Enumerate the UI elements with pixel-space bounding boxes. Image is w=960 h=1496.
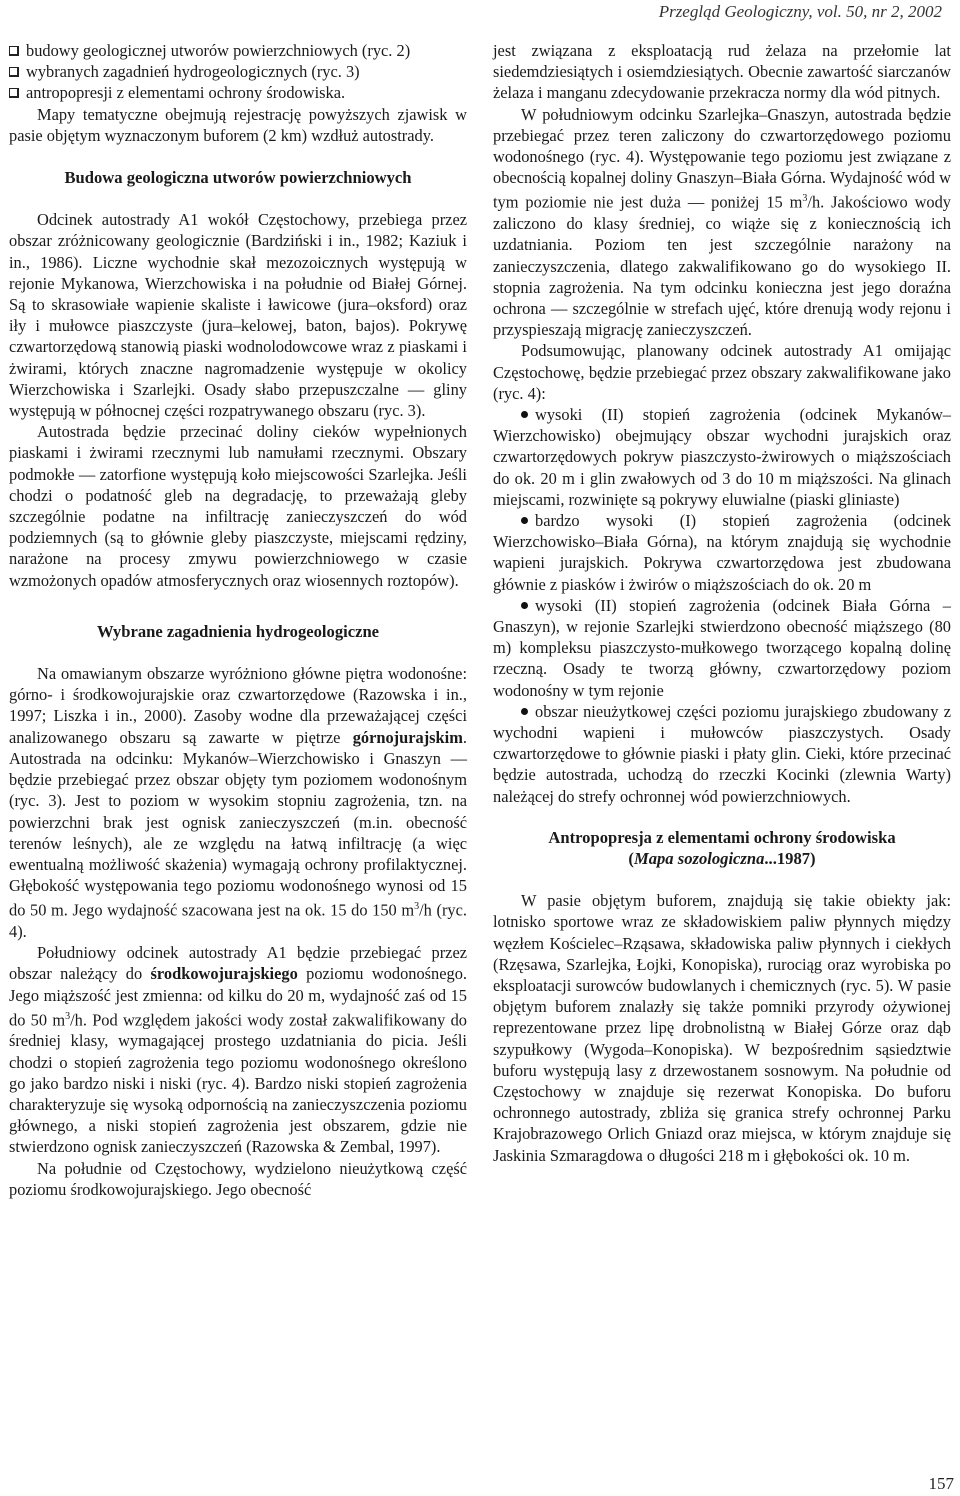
section-heading-hydrogeology: Wybrane zagadnienia hydrogeologiczne [96,621,380,641]
bullet-icon [521,602,528,609]
paragraph: Na południe od Częstochowy, wydzielono nieużytkową część poziomu środkowojurajskiego. Jego obecność [9,1158,467,1199]
journal-header: Przegląd Geologiczny, vol. 50, nr 2, 2002 [658,2,942,21]
paragraph: Podsumowując, planowany odcinek autostrady A1 omijając Częstochowę, będzie przebiegać przez obszary zakwalifikowane jako (ryc. 4): [493,341,951,403]
intro-paragraph: Mapy tematyczne obejmują rejestrację powyższych zjawisk w pasie objętym wyznaczonym buforem (2 km) wzdłuż autostrady. [9,104,467,145]
list-item: budowy geologicznej utworów powierzchniowych (ryc. 2) [9,40,467,61]
paragraph: W pasie objętym buforem, znajdują się takie obiekty jak: lotnisko sportowe wraz ze składowiskiem paliw płynnych między węzłem Kościelec–Rząsawa, składowiska paliw płynnych i ciekłych (Rzęsawa, Szarlejka, Łojki, Konopiska), rurociąg oraz wyrobiska po eksploatacji surowców budowlanych i chemicznych (ryc. 5). W pasie objętym buforem znalazły się także pomniki przyrody ożywionej reprezentowane przez lipę drobnolistną w Białej Górze oraz dąb szypułkowy (Wygoda–Konopiska). W bezpośrednim sąsiedztwie buforu występują lasy z drzewostanem sosnowym. Na południe od Częstochowy w znajduje się rezerwat Konopiska. Do buforu ochronnego autostrady, zbliża się granica strefy ochronnej Parku Krajobrazowego Orlich Gniazd oraz miejsca, w którym znajduje się Jaskinia Szmaragdowa o długości 218 m i głębokości ok. 10 m. [493,891,951,1165]
paragraph: Autostrada będzie przecinać doliny cieków wypełnionych piaskami i żwirami rzecznymi lub namułami rzecznymi. Obszary podmokłe — zatorfione występują koło miejscowości Szarlejka. Jeśli chodzi o podatność gleb na degradację, to przeważają gleby szczególnie podatne na infiltrację zanieczyszczeń do wód podziemnych (są to głównie gleby piaszczyste, miejscami rędziny, narażone na procesy zmywu powierzchniowego w czasie wzmożonych opadów atmosferycznych oraz wiosennych roztopów). [9,422,467,590]
bullet-icon [521,517,528,524]
list-item: obszar nieużytkowej części poziomu jurajskiego zbudowany z wychodni wapieni i mułowców piaszczystych. Osady czwartorzędowe to głównie piaski i płaty glin. Cieki, które przecinać będzie autostrada, uchodzą do rzeczki Kocinki (zlewnia Warty) należącej do strefy ochronnej wód powierzchniowych. [493,701,951,806]
checkbox-bullet-icon [9,88,19,98]
section-heading-anthropopressure: Antropopresja z elementami ochrony środowiska [548,827,896,847]
list-item: wysoki (II) stopień zagrożenia (odcinek Mykanów–Wierzchowisko) obejmujący obszar wychodni jurajskich oraz czwartorzędowych pokryw piaszczysto-żwirowych o miąższościach do ok. 20 m i glin zwałowych od 3 do 10 m miąższości. Na glinach miejscami, rozwinięte są pokrywy eluwialne (piaski gliniaste) [493,404,951,509]
paragraph: jest związana z eksploatacją rud żelaza na przełomie lat siedemdziesiątych i osiemdziesiątych. Obecnie zawartość siarczanów żelaza i manganu zdecydowanie przekracza normy dla wód pitnych. [493,41,951,103]
checkbox-bullet-icon [9,46,19,56]
section-heading-source: (Mapa sozologiczna...1987) [628,848,816,868]
list-item: antropopresji z elementami ochrony środowiska. [9,82,467,103]
left-column [9,40,467,1200]
bullet-icon [521,708,528,715]
checkbox-bullet-icon [9,67,19,77]
list-item: wysoki (II) stopień zagrożenia (odcinek Biała Górna –Gnaszyn), w rejonie Szarlejki stwierdzono obecność miąższego (80 m) kompleksu piaszczysto-mułkowego tworzącego kopalną dolinę rzeczną. Osady te tworzą główny, czwartorzędowy poziom wodonośny w tym rejonie [493,595,951,700]
paragraph: Odcinek autostrady A1 wokół Częstochowy, przebiega przez obszar zróżnicowany geologicznie (Bardziński i in., 1982; Kaziuk i in., 1986). Liczne wychodnie skał mezozoicznych występują w rejonie Mykanowa, Wierzchowiska i na południe od Białej Górnej. Są to skrasowiałe wapienie skaliste i ławicowe (jura–oksford) oraz iły i mułowce piaszczyste (jura–kelowej, baton, bajos). Pokrywę czwartorzędową stanowią piaski wodnolodowcowe wraz z piaskami i żwirami, których znaczne nagromadzenie występuje w okolicy Wierzchowiska i Szarlejki. Osady słabo przepuszczalne — gliny występują w północnej części rozpatrywanego obszaru (ryc. 3). [9,210,467,421]
paragraph: W południowym odcinku Szarlejka–Gnaszyn, autostrada będzie przebiegać przez teren zaliczony do czwartorzędowego poziomu wodonośnego (ryc. 4). Występowanie tego poziomu jest związane z obecnością kopalnej doliny Gnaszyn–Biała Górna. Wydajność wód w tym poziomie nie jest duża — poniżej 15 $m^3/h$. Jakościowo wody zaliczono do klasy średniej, co wiąże się z koniecznością ich uzdatniania. Poziom ten jest szczególnie narażony na zanieczyszczenia, dlatego zakwalifikowano go do wysokiego II. stopnia zagrożenia. Na tym odcinku konieczna jest jego doraźna ochrona — szczególnie w strefach ujęć, które drenują wody rejonu i przyspieszają migrację zanieczyszczeń. [493,104,951,340]
list-item: bardzo wysoki (I) stopień zagrożenia (odcinek Wierzchowisko–Biała Górna), na którym znajdują się wychodnie wapieni jurajskich. Pokrywa czwartorzędowa jest zbudowana głównie z piasków i żwirów o miąższościach do ok. 20 m [493,510,951,594]
list-item: wybranych zagadnień hydrogeologicznych (ryc. 3) [9,61,467,82]
bullet-icon [521,411,528,418]
paragraph: Południowy odcinek autostrady A1 będzie przebiegać przez obszar należący do środkowojurajskiego poziomu wodonośnego. Jego miąższość jest zmienna: od kilku do 20 m, wydajność zaś od 15 do 50 $m^3/h$. Pod względem jakości wody został zakwalifikowany do średniej klasy, wymagającej prostego uzdatniania do picia. Jeśli chodzi o stopień zagrożenia tego poziomu wodonośnego określono go jako bardzo niski i niski (ryc. 4). Bardzo niski stopień zagrożenia charakteryzuje się wysoką odpornością na zanieczyszczenia poziomu głównego, a niski stopień zagrożenia jest obszarem, gdzie nie stwierdzono ognisk zanieczyszczeń (Razowska & Zembal, 1997). [9,943,468,1157]
section-heading-geology: Budowa geologiczna utworów powierzchniowych [64,168,412,188]
paragraph: Na omawianym obszarze wyróżniono główne piętra wodonośne: górno- i środkowojurajskie oraz czwartorzędowe (Razowska i in., 1997; Liszka i in., 2000). Zasoby wodne dla przeważającej części analizowanego obszaru są zawarte w piętrze górnojurajskim. Autostrada na odcinku: Mykanów–Wierzchowisko i Gnaszyn — będzie przebiegać przez obszar objęty tym poziomem wodonośnym (ryc. 3). Jest to poziom w wysokim stopniu zagrożenia, tzn. na powierzchni brak jest ognisk zanieczyszczeń (m.in. obecność terenów leśnych), ale ze względu na łatwą infiltrację (a więc ewentualną możliwość skażenia) wymagają ochrony profilaktycznej. Głębokość występowania tego poziomu wodonośnego wynosi od 15 do 50 m. Jego wydajność szacowana jest na ok. 15 do 150 $m^3/h$ (ryc. 4). [9,664,467,941]
page-number: 157 [928,1474,954,1493]
right-column [493,40,951,1166]
